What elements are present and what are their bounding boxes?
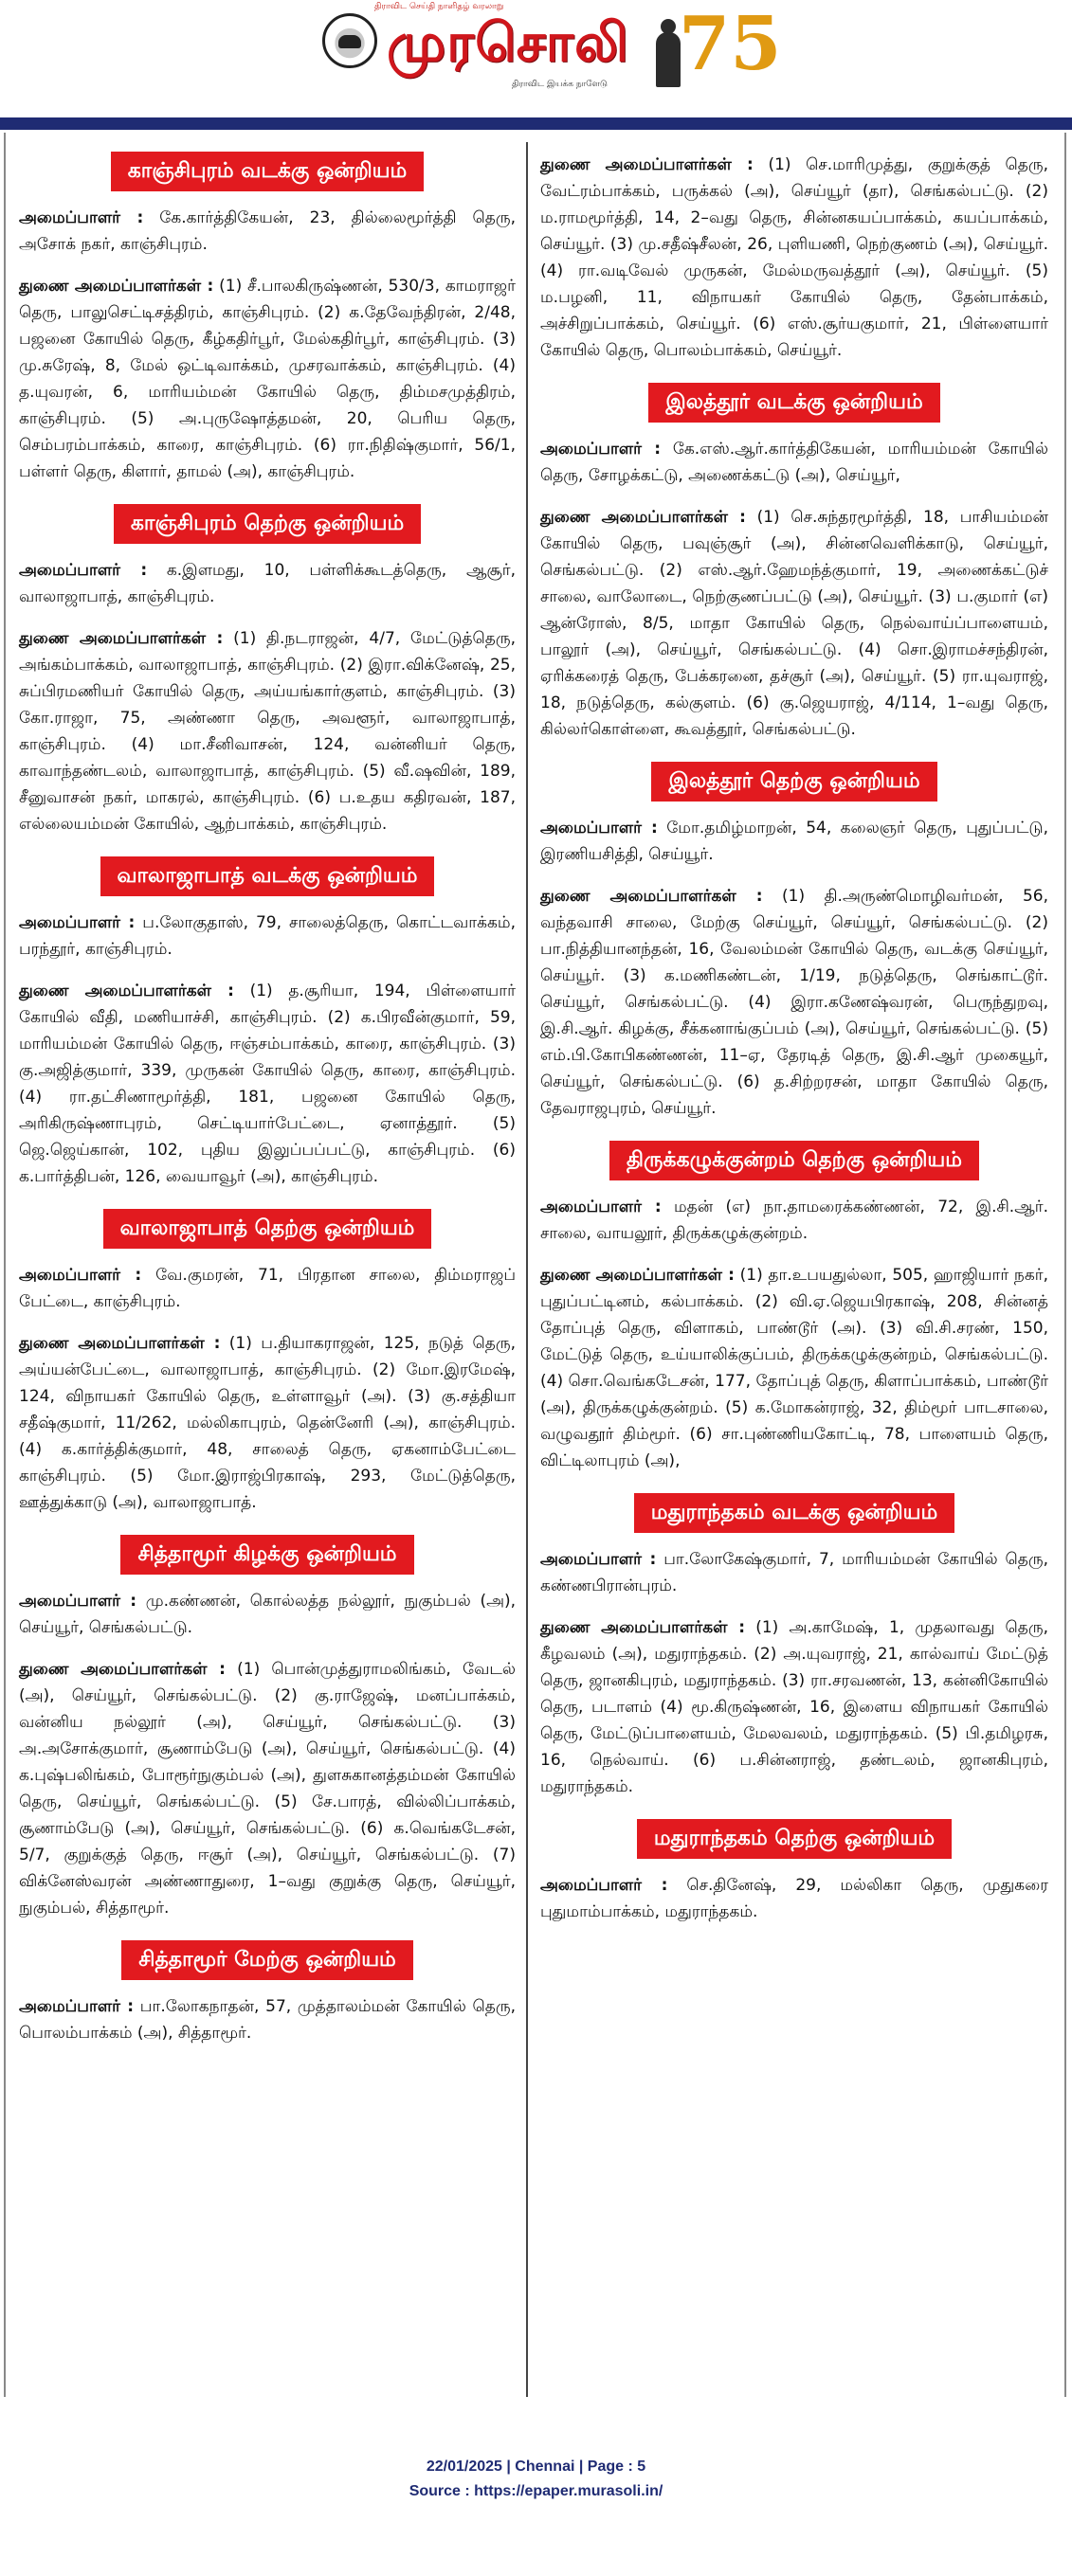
deputies-text: (1) செ.சுந்தரமூர்த்தி, 18, பாசியம்மன் கோயில் தெரு, பவுஞ்சூர் (அ), சின்னவெளிக்காடு, செய்யூர், செங்கல்பட்டு. (2) எஸ்.ஆர்.ஹேமந்த்குமார், 19, அணைக்கட்டுச் சாலை, வாலோடை, நெற்குணப்பட்டு (அ), செய்யூர். (3) ப.குமார் (எ) ஆன்ரோஸ், 8/5, மாதா கோயில் தெரு, நெல்வாய்ப்பாளையம், பாலூர் (அ), செய்யூர், செங்கல்பட்டு. (4) சொ.இராமச்சந்திரன், ஏரிக்கரைத் தெரு, பேக்கரனை, தச்சூர் (அ), செய்யூர். (5) ரா.யுவராஜ், 18, நடுத்தெரு, கல்குளம். (6) கு.ஜெயராஜ், 4/114, 1–வது தெரு, கில்லர்கொள்ளை, கூவத்தூர், செங்கல்பட்டு. <box>540 508 1049 739</box>
convenor-paragraph <box>540 1546 1048 1599</box>
page-footer-dateline: 22/01/2025 | Chennai | Page : 5 <box>426 2459 646 2475</box>
deputies-paragraph <box>19 625 516 838</box>
convenor-text: மு.கண்ணன், கொல்லத்த நல்லூர், நுகும்பல் (அ), செய்யூர், செங்கல்பட்டு. <box>19 1592 517 1637</box>
anniversary-number: 75 <box>679 1 782 87</box>
convenor-label: அமைப்பாளர் : <box>540 1876 668 1895</box>
section-chithamur-west-continued <box>540 152 1048 364</box>
deputies-paragraph <box>19 273 516 485</box>
convenor-label: அமைப்பாளர் : <box>19 1592 137 1611</box>
deputies-paragraph <box>540 152 1048 364</box>
masthead <box>0 0 1072 114</box>
convenor-text: கே.எஸ்.ஆர்.கார்த்திகேயன், மாரியம்மன் கோயில் தெரு, சோழக்கட்டு, அணைக்கட்டு (அ), செய்யூர், <box>540 440 1048 485</box>
column-divider <box>526 142 528 2397</box>
section-chithamur-east <box>19 1535 516 1921</box>
newspaper-subtitle: திராவிட இயக்க நாளேடு <box>512 80 608 89</box>
deputies-paragraph <box>540 1614 1048 1800</box>
deputies-paragraph <box>540 883 1048 1122</box>
convenor-label: அமைப்பாளர் : <box>19 561 148 580</box>
convenor-paragraph <box>19 205 516 258</box>
section-heading: இலத்தூர் தெற்கு ஒன்றியம் <box>651 762 936 802</box>
convenor-paragraph <box>540 1194 1048 1247</box>
deputies-paragraph <box>19 1330 516 1516</box>
page-frame-left <box>4 133 6 2397</box>
deputies-text: (1) தி.நடராஜன், 4/7, மேட்டுத்தெரு, அங்கம்பாக்கம், வாலாஜாபாத், காஞ்சிபுரம். (2) இரா.விக்னேஷ், 25, சுப்பிரமணியர் கோயில் தெரு, அய்யங்கார்குளம், காஞ்சிபுரம். (3) கோ.ராஜா, 75, அண்ணா தெரு, அவளூர், வாலாஜாபாத், காஞ்சிபுரம். (4) மா.சீனிவாசன், 124, வன்னியர் தெரு, காவாந்தண்டலம், வாலாஜாபாத், காஞ்சிபுரம். (5) வீ.ஷவின், 189, சீனுவாசன் நகர், மாகரல், காஞ்சிபுரம். (6) ப.உதய கதிரவன், 187, எல்லையம்மன் கோயில், ஆற்பாக்கம், காஞ்சிபுரம். <box>19 629 516 834</box>
party-emblem-icon <box>322 13 377 68</box>
deputies-text: (1) அ.காமேஷ், 1, முதலாவது தெரு, கீழவலம் (அ), மதுராந்தகம். (2) அ.யுவராஜ், 21, கால்வாய் மேட்டுத் தெரு, ஜானகிபுரம், மதுராந்தகம். (3) ரா.சரவணன், 13, கன்னிகோயில் தெரு, படாளம் (4) மூ.கிருஷ்ணன், 16, இளைய விநாயகர் கோயில் தெரு, மேட்டுப்பாளையம், மேலவலம், மதுராந்தகம். (5) பி.தமிழரசு, 16, நெல்வாய். (6) ப.சின்னராஜ், தண்டலம், ஜானகிபுரம், மதுராந்தகம். <box>540 1618 1049 1796</box>
deputies-text: (1) செ.மாரிமுத்து, குறுக்குத் தெரு, வேட்ரம்பாக்கம், பருக்கல் (அ), செய்யூர் (தா), செங்கல்பட்டு. (2) ம.ராமமூர்த்தி, 14, 2–வது தெரு, சின்னகயப்பாக்கம், கயப்பாக்கம், செய்யூர். (3) மு.சதீஷ்சீலன், 26, புளியணி, நெற்குணம் (அ), செய்யூர். (4) ரா.வடிவேல் முருகன், மேல்மருவத்தூர் (அ), செய்யூர். (5) ம.பழனி, 11, விநாயகர் கோயில் தெரு, தேன்பாக்கம், அச்சிறுப்பாக்கம், செய்யூர். (6) எஸ்.சூர்யகுமார், 21, பிள்ளையார் கோயில் தெரு, பொலம்பாக்கம், செய்யூர். <box>540 155 1048 360</box>
convenor-paragraph <box>540 436 1048 489</box>
deputies-text: (1) தி.அருண்மொழிவர்மன், 56, வந்தவாசி சாலை, மேற்கு செய்யூர், செய்யூர், செங்கல்பட்டு. (2) பா.நித்தியானந்தன், 16, வேலம்மன் கோயில் தெரு, வடக்கு செய்யூர், செய்யூர். (3) க.மணிகண்டன், 1/19, நடுத்தெரு, செங்காட்டூர். செய்யூர், செங்கல்பட்டு. (4) இரா.கணேஷ்வரன், பெருந்துறவு, இ.சி.ஆர். கிழக்கு, சீக்கனாங்குப்பம் (அ), செய்யூர், செங்கல்பட்டு. (5) எம்.பி.கோபிகண்ணன், 11–ஏ, தேரடித் தெரு, இ.சி.ஆர் முகையூர், செய்யூர், செங்கல்பட்டு. (6) த.சிற்றரசன், மாதா கோயில் தெரு, தேவராஜபுரம், செய்யூர். <box>540 887 1049 1118</box>
convenor-text: மோ.தமிழ்மாறன், 54, கலைஞர் தெரு, புதுப்பட்டு, இரணியசித்தி, செய்யூர். <box>540 819 1048 864</box>
deputies-label: துணை அமைப்பாளர்கள் : <box>540 508 746 527</box>
header-rule <box>0 117 1072 130</box>
deputies-label: துணை அமைப்பாளர்கள் : <box>19 1334 221 1353</box>
section-heading: திருக்கழுக்குன்றம் தெற்கு ஒன்றியம் <box>609 1141 979 1180</box>
deputies-text: (1) ப.தியாகராஜன், 125, நடுத் தெரு, அய்யன்பேட்டை, வாலாஜாபாத், காஞ்சிபுரம். (2) மோ.இரமேஷ், 124, விநாயகர் கோயில் தெரு, உள்ளாவூர் (அ). (3) கு.சத்தியா சதீஷ்குமார், 11/262, மல்லிகாபுரம், தென்னேரி (அ), காஞ்சிபுரம். (4) க.கார்த்திக்குமார், 48, சாலைத் தெரு, ஏகனாம்பேட்டை காஞ்சிபுரம். (5) மோ.இராஜ்பிரகாஷ், 293, மேட்டுத்தெரு, ஊத்துக்காடு (அ), வாலாஜாபாத். <box>19 1334 516 1512</box>
convenor-paragraph <box>540 815 1048 868</box>
convenor-label: அமைப்பாளர் : <box>540 1550 657 1569</box>
section-madurantakam-north <box>540 1493 1048 1800</box>
page-footer-source-link[interactable]: Source : https://epaper.murasoli.in/ <box>409 2483 663 2499</box>
convenor-paragraph <box>19 910 516 963</box>
section-heading: காஞ்சிபுரம் வடக்கு ஒன்றியம் <box>111 152 425 191</box>
newspaper-title: முரசொலி <box>387 11 629 74</box>
deputies-label: துணை அமைப்பாளர்கள் : <box>19 629 224 648</box>
convenor-paragraph <box>19 1588 516 1641</box>
convenor-paragraph <box>19 557 516 610</box>
left-column <box>9 133 525 2062</box>
leader-figure-icon <box>656 32 681 87</box>
convenor-label: அமைப்பாளர் : <box>19 208 144 227</box>
section-heading: இலத்தூர் வடக்கு ஒன்றியம் <box>648 383 939 423</box>
deputies-paragraph <box>19 978 516 1190</box>
masthead-tagline: திராவிட செய்தி நாளிதழ் வரலாறு <box>374 2 504 11</box>
right-column <box>531 133 1058 1940</box>
section-heading: சித்தாமூர் கிழக்கு ஒன்றியம் <box>120 1535 413 1575</box>
deputies-paragraph <box>19 1656 516 1921</box>
anniversary-logo <box>656 1 782 93</box>
deputies-paragraph <box>540 1262 1048 1474</box>
deputies-paragraph <box>540 504 1048 743</box>
convenor-label: அமைப்பாளர் : <box>19 1997 135 2016</box>
convenor-paragraph <box>19 1262 516 1315</box>
convenor-paragraph <box>19 1993 516 2046</box>
deputies-text: (1) சீ.பாலகிருஷ்ணன், 530/3, காமராஜர் தெரு, பாலுசெட்டிசத்திரம், காஞ்சிபுரம். (2) க.தேவேந்திரன், 2/48, பஜனை கோயில் தெரு, கீழ்கதிர்பூர், மேல்கதிர்பூர், காஞ்சிபுரம். (3) மு.சுரேஷ், 8, மேல் ஒட்டிவாக்கம், முசரவாக்கம், காஞ்சிபுரம். (4) த.யுவரன், 6, மாரியம்மன் கோயில் தெரு, திம்மசமுத்திரம், காஞ்சிபுரம். (5) அ.புருஷோத்தமன், 20, பெரிய தெரு, செம்பரம்பாக்கம், காரை, காஞ்சிபுரம். (6) ரா.நிதிஷ்குமார், 56/1, பள்ளர் தெரு, கிளார், தாமல் (அ), காஞ்சிபுரம். <box>19 277 516 481</box>
section-ilathur-north <box>540 383 1048 743</box>
section-heading: காஞ்சிபுரம் தெற்கு ஒன்றியம் <box>114 504 421 544</box>
section-chithamur-west <box>19 1940 516 2046</box>
convenor-text: மதன் (எ) நா.தாமரைக்கண்ணன், 72, இ.சி.ஆர். சாலை, வாயலூர், திருக்கழுக்குன்றம். <box>540 1198 1048 1243</box>
deputies-label: துணை அமைப்பாளர்கள் : <box>540 887 763 906</box>
convenor-label: அமைப்பாளர் : <box>19 1266 142 1285</box>
convenor-label: அமைப்பாளர் : <box>19 913 136 932</box>
page-frame-right <box>1064 133 1066 2397</box>
convenor-text: வே.குமரன், 71, பிரதான சாலை, திம்மராஜப் பேட்டை, காஞ்சிபுரம். <box>19 1266 517 1311</box>
section-ilathur-south <box>540 762 1048 1122</box>
deputies-label: துணை அமைப்பாளர்கள் : <box>19 1660 226 1679</box>
section-walajabad-north <box>19 856 516 1190</box>
section-heading: வாலாஜாபாத் வடக்கு ஒன்றியம் <box>100 856 435 896</box>
section-madurantakam-south <box>540 1819 1048 1925</box>
deputies-text: (1) த.சூரியா, 194, பிள்ளையார் கோயில் வீதி, மணியாச்சி, காஞ்சிபுரம். (2) க.பிரவீன்குமார், 59, மாரியம்மன் கோயில் தெரு, ஈஞ்சம்பாக்கம், காரை, காஞ்சிபுரம். (3) கு.அஜித்குமார், 339, முருகன் கோயில் தெரு, காரை, காஞ்சிபுரம். (4) ரா.தட்சிணாமூர்த்தி, 181, பஜனை கோயில் தெரு, அரிகிருஷ்ணாபுரம், செட்டியார்பேட்டை, ஏனாத்தூர். (5) ஜெ.ஜெய்கான், 102, புதிய இலுப்பப்பட்டு, காஞ்சிபுரம். (6) க.பார்த்திபன், 126, வையாவூர் (அ), காஞ்சிபுரம். <box>19 982 516 1186</box>
deputies-text: (1) தா.உபயதுல்லா, 505, ஹாஜியார் நகர், புதுப்பட்டினம், கல்பாக்கம். (2) வி.ஏ.ஜெயபிரகாஷ், 208, சின்னத் தோப்புத் தெரு, விளாகம், பாண்டூர் (அ). (3) வி.சி.சரண், 150, மேட்டுத் தெரு, உய்யாலிக்குப்பம், திருக்கழுக்குன்றம், செங்கல்பட்டு. (4) சொ.வெங்கடேசன், 177, தோப்புத் தெரு, கிளாப்பாக்கம், பாண்டூர் (அ), திருக்கழுக்குன்றம். (5) க.மோகன்ராஜ், 32, திம்மூர் பாடசாலை, வழுவதூர் திம்மூர். (6) சா.புண்ணியகோட்டி, 78, பாளையம் தெரு, விட்டிலாபுரம் (அ), <box>540 1266 1048 1470</box>
section-heading: வாலாஜாபாத் தெற்கு ஒன்றியம் <box>103 1209 432 1249</box>
section-walajabad-south <box>19 1209 516 1516</box>
section-heading: மதுராந்தகம் தெற்கு ஒன்றியம் <box>637 1819 952 1859</box>
section-thirukazhukundram-south <box>540 1141 1048 1474</box>
convenor-text: கே.கார்த்திகேயன், 23, தில்லைமூர்த்தி தெரு, அசோக் நகர், காஞ்சிபுரம். <box>19 208 517 254</box>
deputies-label: துணை அமைப்பாளர்கள் : <box>540 155 754 174</box>
deputies-label: துணை அமைப்பாளர்கள் : <box>540 1266 735 1285</box>
convenor-text: பா.லோகேஷ்குமார், 7, மாரியம்மன் கோயில் தெரு, கண்ணபிரான்புரம். <box>540 1550 1048 1595</box>
convenor-text: பா.லோகநாதன், 57, முத்தாலம்மன் கோயில் தெரு, பொலம்பாக்கம் (அ), சித்தாமூர். <box>19 1997 517 2043</box>
convenor-paragraph <box>540 1872 1048 1925</box>
deputies-label: துணை அமைப்பாளர்கள் : <box>19 982 234 1000</box>
deputies-label: துணை அமைப்பாளர்கள் : <box>540 1618 745 1637</box>
deputies-text: (1) பொன்முத்துராமலிங்கம், வேடல் (அ), செய்யூர், செங்கல்பட்டு. (2) கு.ராஜேஷ், மனப்பாக்கம், வன்னிய நல்லூர் (அ), செய்யூர், செங்கல்பட்டு. (3) அ.அசோக்குமார், சூணாம்பேடு (அ), செய்யூர், செங்கல்பட்டு. (4) க.புஷ்பலிங்கம், போரூர்நுகும்பல் (அ), துளசுகானத்தம்மன் கோயில் தெரு, செய்யூர், செங்கல்பட்டு. (5) சே.பாரத், வில்லிப்பாக்கம், சூணாம்பேடு (அ), செய்யூர், செங்கல்பட்டு. (6) க.வெங்கடேசன், 5/7, குறுக்குத் தெரு, ஈசூர் (அ), செய்யூர், செங்கல்பட்டு. (7) விக்னேஸ்வரன் அண்ணாதுரை, 1–வது குறுக்கு தெரு, செய்யூர், நுகும்பல், சித்தாமூர். <box>19 1660 516 1918</box>
convenor-text: ப.லோகுதாஸ், 79, சாலைத்தெரு, கொட்டவாக்கம், பரந்தூர், காஞ்சிபுரம். <box>19 913 517 959</box>
convenor-label: அமைப்பாளர் : <box>540 440 662 459</box>
deputies-label: துணை அமைப்பாளர்கள் : <box>19 277 214 296</box>
convenor-label: அமைப்பாளர் : <box>540 1198 662 1216</box>
section-kanchipuram-south <box>19 504 516 838</box>
convenor-text: க.இளமது, 10, பள்ளிக்கூடத்தெரு, ஆசூர், வாலாஜாபாத், காஞ்சிபுரம். <box>19 561 516 606</box>
convenor-text: செ.தினேஷ், 29, மல்லிகா தெரு, முதுகரை புதுமாம்பாக்கம், மதுராந்தகம். <box>540 1876 1049 1921</box>
section-kanchipuram-north <box>19 152 516 485</box>
section-heading: சித்தாமூர் மேற்கு ஒன்றியம் <box>121 1940 413 1980</box>
section-heading: மதுராந்தகம் வடக்கு ஒன்றியம் <box>634 1493 955 1533</box>
convenor-label: அமைப்பாளர் : <box>540 819 658 838</box>
